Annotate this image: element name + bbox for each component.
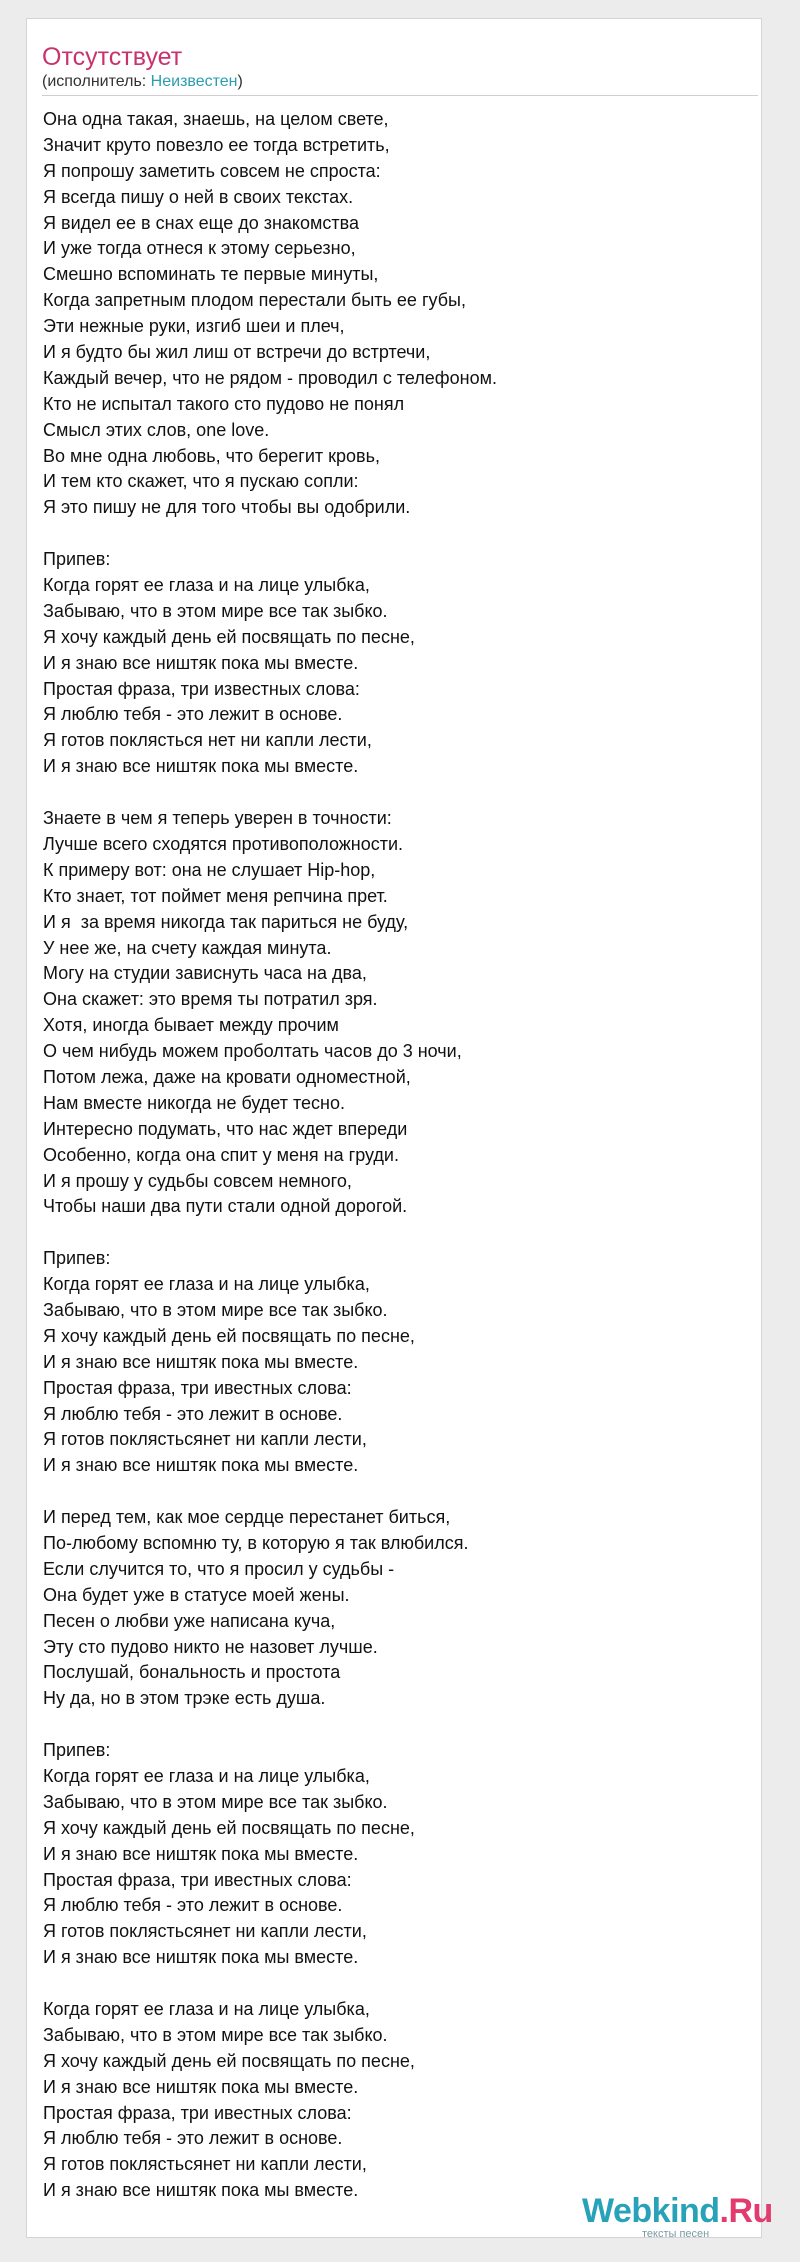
lyrics-line: Смешно вспоминать те первые минуты, bbox=[43, 264, 379, 285]
lyrics-line: Кто знает, тот поймет меня репчина прет. bbox=[43, 885, 388, 906]
lyrics-line: И тем кто скажет, что я пускаю сопли: bbox=[43, 471, 359, 492]
performer-link[interactable]: Неизвестен bbox=[150, 73, 238, 90]
title-divider bbox=[42, 95, 758, 96]
lyrics-line: Забываю, что в этом мире все так зыбко. bbox=[43, 1791, 388, 1812]
lyrics-line: Особенно, когда она спит у меня на груди. bbox=[43, 1144, 399, 1165]
lyrics-line: Песен о любви уже написана куча, bbox=[43, 1610, 336, 1631]
lyrics-line: Интересно подумать, что нас ждет впереди bbox=[43, 1118, 408, 1139]
lyrics-line: И я знаю все ништяк пока мы вместе. bbox=[43, 1455, 359, 1476]
lyrics-line: Простая фраза, три ивестных слова: bbox=[43, 2102, 352, 2123]
lyrics-line: О чем нибудь можем проболтать часов до 3 ночи, bbox=[43, 1041, 462, 1062]
lyrics-blank-line bbox=[43, 1479, 743, 1505]
lyrics-line: К примеру вот: она не слушает Hip-hop, bbox=[43, 859, 376, 880]
lyrics-line: Я это пишу не для того чтобы вы одобрили. bbox=[43, 497, 411, 518]
lyrics-line: Знаете в чем я теперь уверен в точности: bbox=[43, 808, 392, 829]
lyrics-line: Я люблю тебя - это лежит в основе. bbox=[43, 704, 343, 725]
lyrics-line: Я попрошу заметить совсем не спроста: bbox=[43, 160, 381, 181]
lyrics-line: Простая фраза, три ивестных слова: bbox=[43, 1869, 352, 1890]
lyrics-line: Потом лежа, даже на кровати одноместной, bbox=[43, 1066, 411, 1087]
lyrics-line: Во мне одна любовь, что берегит кровь, bbox=[43, 445, 380, 466]
lyrics-line: Эти нежные руки, изгиб шеи и плеч, bbox=[43, 316, 345, 337]
song-title: Отсутствует bbox=[42, 43, 183, 71]
lyrics-line: Ну да, но в этом трэке есть душа. bbox=[43, 1688, 326, 1709]
logo-domain: .Ru bbox=[719, 2192, 773, 2230]
lyrics-line: Простая фраза, три ивестных слова: bbox=[43, 1377, 352, 1398]
lyrics-line: У нее же, на счету каждая минута. bbox=[43, 937, 332, 958]
lyrics-line: Могу на студии зависнуть часа на два, bbox=[43, 963, 367, 984]
lyrics-blank-line bbox=[43, 780, 743, 806]
lyrics-line: И я прошу у судьбы совсем немного, bbox=[43, 1170, 352, 1191]
lyrics-line: Я готов поклясться нет ни капли лести, bbox=[43, 730, 372, 751]
lyrics-line: Я готов поклястьсянет ни капли лести, bbox=[43, 1429, 367, 1450]
lyrics-line: И я будто бы жил лиш от встречи до встртечи, bbox=[43, 342, 431, 363]
lyrics-line: Смысл этих слов, one love. bbox=[43, 419, 270, 440]
lyrics-line: И я за время никогда так париться не буду, bbox=[43, 911, 409, 932]
lyrics-line: Хотя, иногда бывает между прочим bbox=[43, 1015, 339, 1036]
lyrics-line: Забываю, что в этом мире все так зыбко. bbox=[43, 2024, 388, 2045]
lyrics-line: Когда горят ее глаза и на лице улыбка, bbox=[43, 1274, 370, 1295]
lyrics-line: Я всегда пишу о ней в своих текстах. bbox=[43, 186, 354, 207]
lyrics-line: Чтобы наши два пути стали одной дорогой. bbox=[43, 1196, 408, 1217]
lyrics-line: И я знаю все ништяк пока мы вместе. bbox=[43, 2076, 359, 2097]
lyrics-line: Эту сто пудово никто не назовет лучше. bbox=[43, 1636, 378, 1657]
lyrics-line: Лучше всего сходятся противоположности. bbox=[43, 833, 404, 854]
lyrics-line: Я хочу каждый день ей посвящать по песне, bbox=[43, 626, 415, 647]
lyrics-line: Она будет уже в статусе моей жены. bbox=[43, 1584, 350, 1605]
lyrics-blank-line bbox=[43, 1712, 743, 1738]
lyrics-line: Когда горят ее глаза и на лице улыбка, bbox=[43, 1766, 370, 1786]
performer-suffix: ) bbox=[237, 73, 243, 90]
lyrics-line: Припев: bbox=[43, 1248, 111, 1269]
lyrics-line: Когда горят ее глаза и на лице улыбка, bbox=[43, 1999, 370, 2020]
lyrics-line: Я хочу каждый день ей посвящать по песне, bbox=[43, 1817, 415, 1838]
lyrics-line: Забываю, что в этом мире все так зыбко. bbox=[43, 1299, 388, 1320]
lyrics-line: Припев: bbox=[43, 549, 111, 570]
site-logo[interactable] bbox=[582, 2192, 772, 2244]
lyrics-line: Послушай, бональность и простота bbox=[43, 1662, 341, 1683]
logo-tagline: тексты песен bbox=[642, 2228, 710, 2240]
lyrics-line: По-любому вспомню ту, в которую я так влюбился. bbox=[43, 1532, 469, 1553]
lyrics-line: Я готов поклястьсянет ни капли лести, bbox=[43, 2154, 367, 2175]
lyrics-line: Я люблю тебя - это лежит в основе. bbox=[43, 1895, 343, 1916]
lyrics-line: И я знаю все ништяк пока мы вместе. bbox=[43, 1843, 359, 1864]
performer-prefix: (исполнитель: bbox=[42, 73, 151, 90]
lyrics-line: Если случится то, что я просил у судьбы - bbox=[43, 1558, 395, 1579]
lyrics-line: Я готов поклястьсянет ни капли лести, bbox=[43, 1921, 367, 1942]
lyrics-line: Я хочу каждый день ей посвящать по песне, bbox=[43, 1325, 415, 1346]
lyrics-line: Припев: bbox=[43, 1740, 111, 1761]
lyrics-blank-line bbox=[43, 1220, 743, 1246]
lyrics-line: И я знаю все ништяк пока мы вместе. bbox=[43, 652, 359, 673]
lyrics-line: И я знаю все ништяк пока мы вместе. bbox=[43, 2180, 359, 2201]
lyrics-line: Значит круто повезло ее тогда встретить, bbox=[43, 134, 390, 155]
lyrics-line: И я знаю все ништяк пока мы вместе. bbox=[43, 1947, 359, 1968]
lyrics-line: Я хочу каждый день ей посвящать по песне, bbox=[43, 2050, 415, 2071]
lyrics-line: И перед тем, как мое сердце перестанет биться, bbox=[43, 1507, 451, 1528]
lyrics-line: Забываю, что в этом мире все так зыбко. bbox=[43, 600, 388, 621]
lyrics-line: И уже тогда отнеся к этому серьезно, bbox=[43, 238, 356, 259]
lyrics-line: Я люблю тебя - это лежит в основе. bbox=[43, 2128, 343, 2149]
lyrics-line: Она одна такая, знаешь, на целом свете, bbox=[43, 109, 389, 129]
lyrics-line: Простая фраза, три известных слова: bbox=[43, 678, 360, 699]
lyrics-line: Когда горят ее глаза и на лице улыбка, bbox=[43, 575, 370, 596]
lyrics-line: Когда запретным плодом перестали быть ее губы, bbox=[43, 290, 466, 311]
lyrics-line: И я знаю все ништяк пока мы вместе. bbox=[43, 1351, 359, 1372]
lyrics-line: Нам вместе никогда не будет тесно. bbox=[43, 1092, 345, 1113]
lyrics-line: Она скажет: это время ты потратил зря. bbox=[43, 989, 378, 1010]
lyrics-line: Каждый вечер, что не рядом - проводил с телефоном. bbox=[43, 367, 497, 388]
lyrics-line: Я люблю тебя - это лежит в основе. bbox=[43, 1403, 343, 1424]
performer-line bbox=[42, 72, 243, 92]
logo-word: Webkind bbox=[582, 2192, 720, 2230]
lyrics-text bbox=[43, 107, 743, 2204]
logo-wordmark bbox=[582, 2192, 773, 2230]
lyrics-blank-line bbox=[43, 1971, 743, 1997]
lyrics-line: Я видел ее в снах еще до знакомства bbox=[43, 212, 360, 233]
lyrics-line: И я знаю все ништяк пока мы вместе. bbox=[43, 756, 359, 777]
lyrics-line: Кто не испытал такого сто пудово не понял bbox=[43, 393, 405, 414]
lyrics-blank-line bbox=[43, 521, 743, 547]
